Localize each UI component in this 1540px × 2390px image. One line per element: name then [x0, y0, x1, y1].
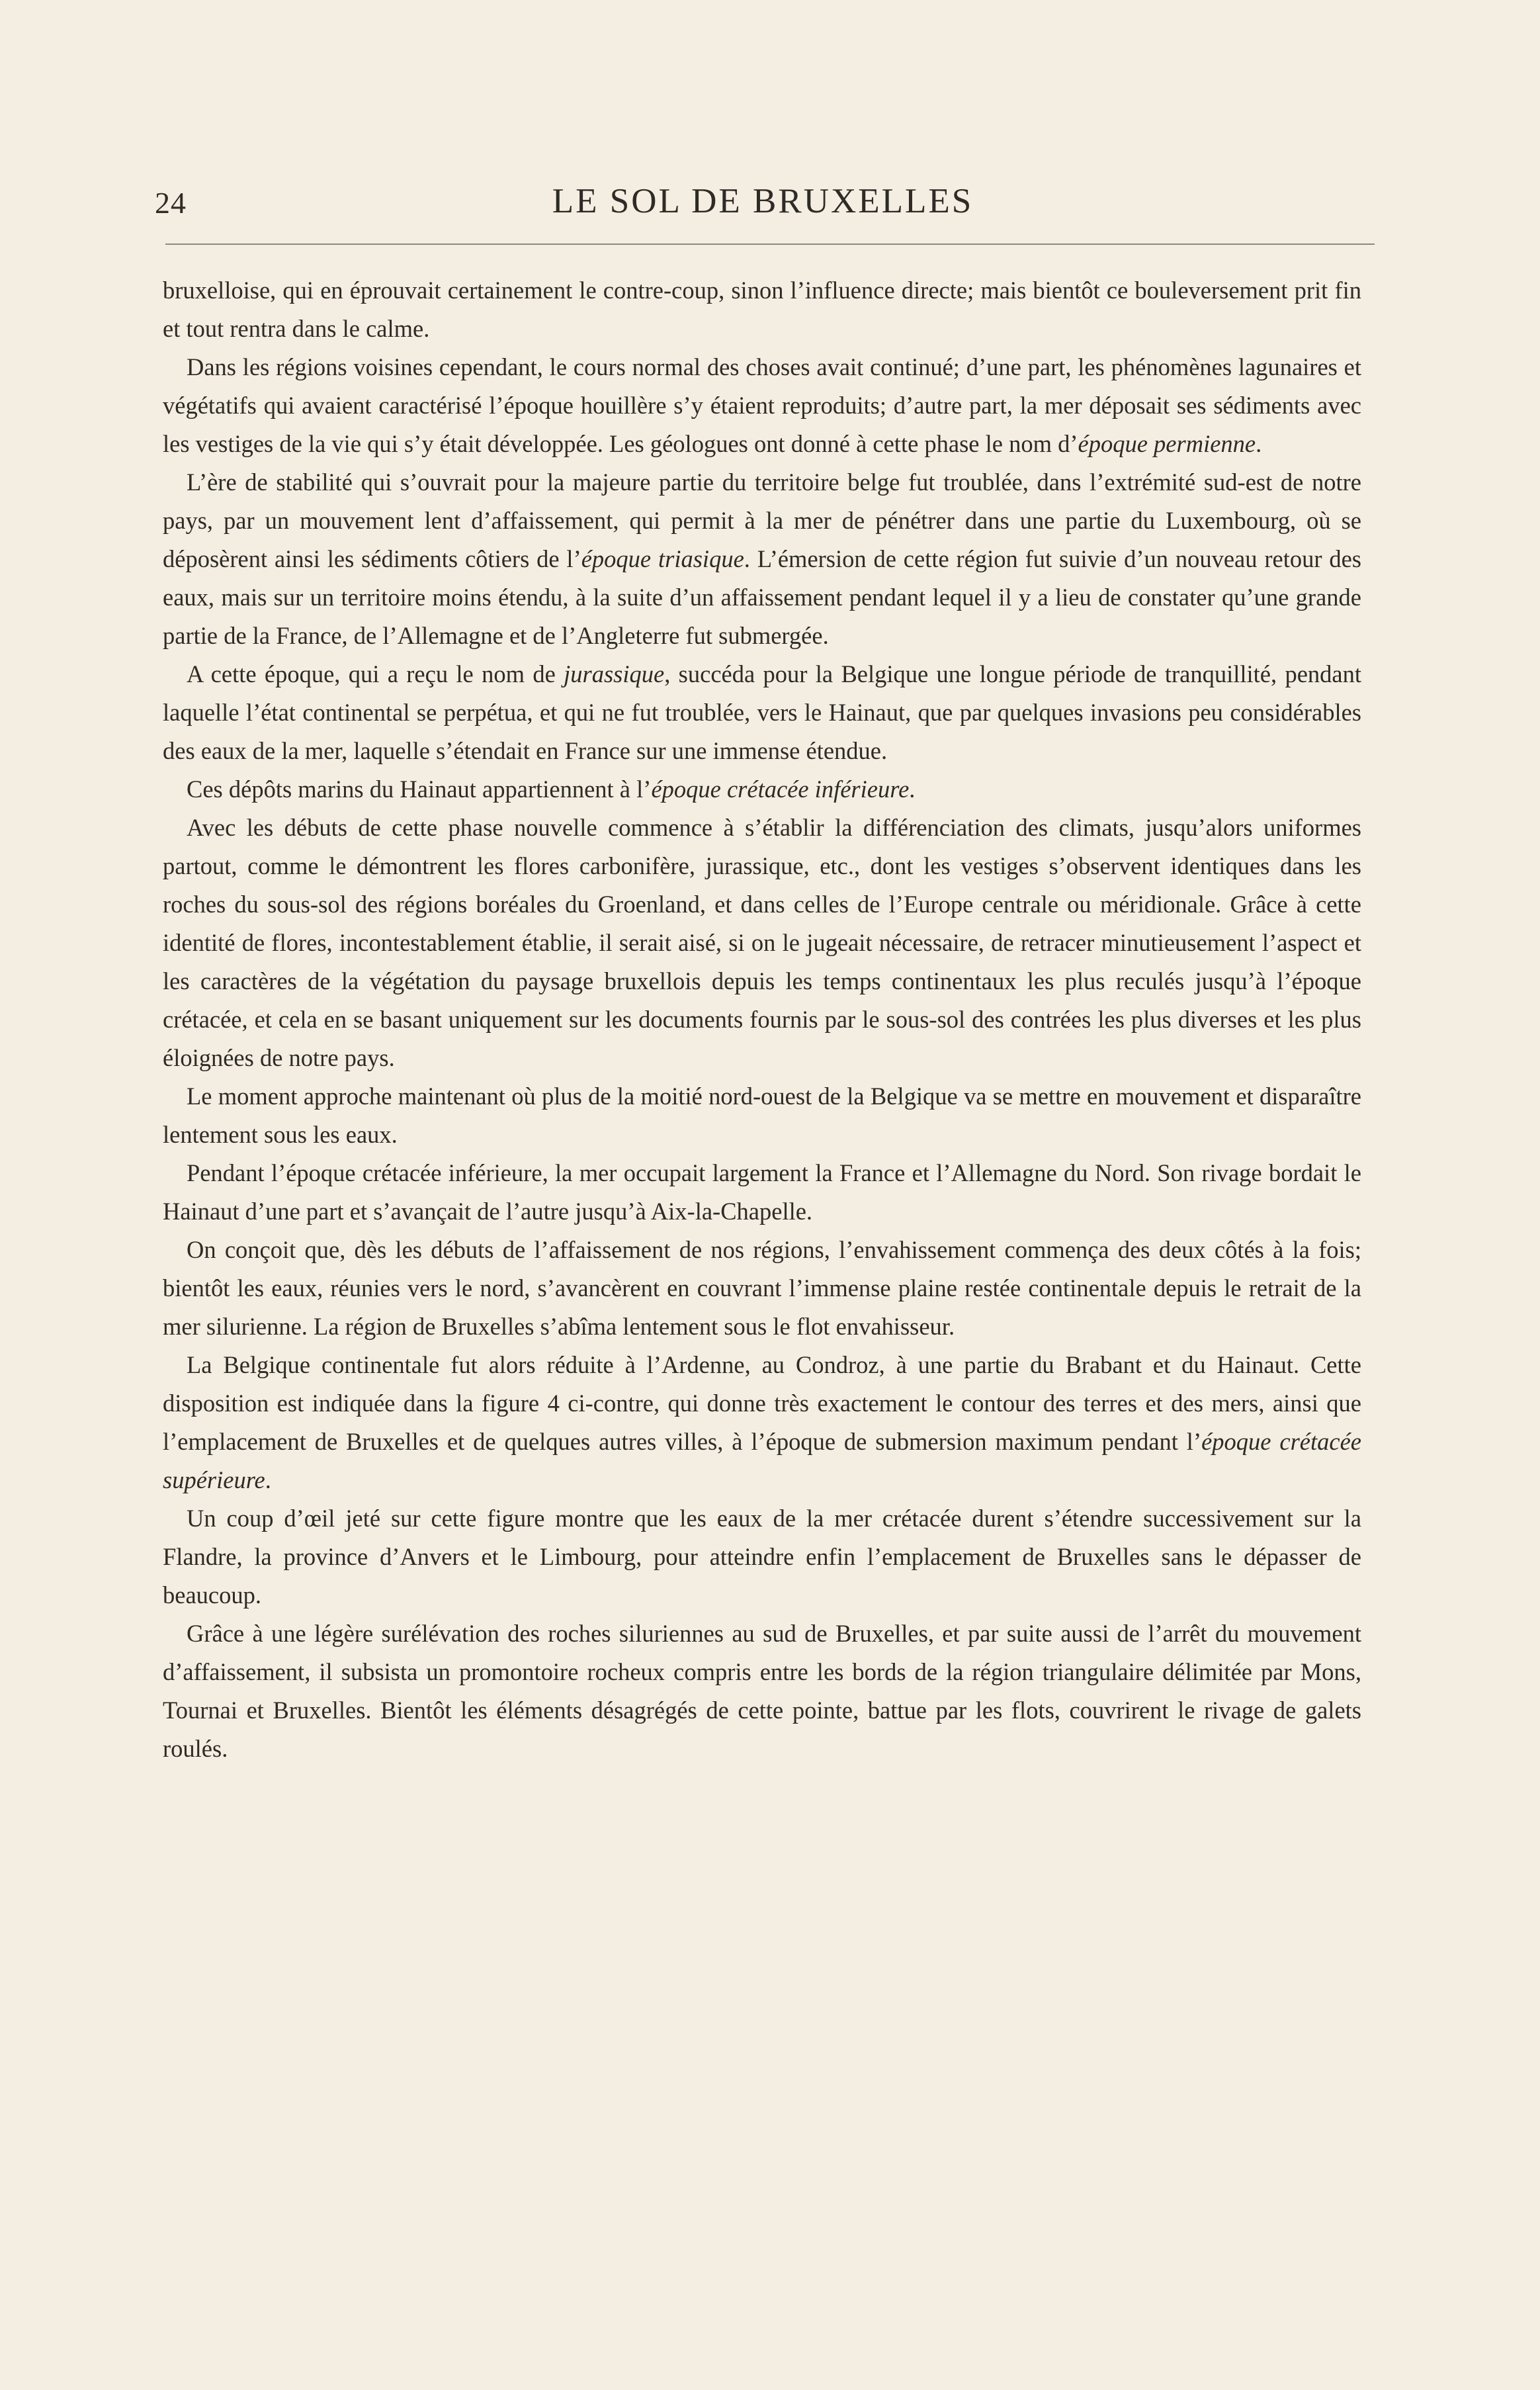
paragraph-text: Avec les débuts de cette phase nouvelle commence à s’établir la différenciation des climats, jusqu’alors uniformes partout, comme le démontrent les flores carbonifère, jurassique, etc., dont les vestiges s’observent identiques dans les roches du sous-sol des régions boréales du Groenland, et dans celles de l’Europe centrale ou méridionale. Grâce à cette identité de flores, incontestablement établie, il serait aisé, si on le jugeait nécessaire, de retracer minutieusement l’aspect et les caractères de la végétation du paysage bruxellois depuis les temps continentaux les plus reculés jusqu’à l’époque crétacée, et cela en se basant uniquement sur les documents fournis par le sous-sol des contrées les plus diverses et les plus éloignées de notre pays.: [163, 814, 1361, 1071]
italic-term: époque permienne: [1078, 430, 1256, 457]
paragraph-text: A cette époque, qui a reçu le nom de: [187, 660, 564, 687]
italic-term: jurassique: [564, 660, 665, 687]
paragraph-text: Dans les régions voisines cependant, le cours normal des choses avait continué; d’une part, les phénomènes lagunaires et végétatifs qui avaient caractérisé l’époque houillère s’y étaient reproduits; d’autre part, la mer déposait ses sédiments avec les vestiges de la vie qui s’y était développée. Les géologues ont donné à cette phase le nom d’: [163, 353, 1361, 457]
paragraph-text: Grâce à une légère surélévation des roches siluriennes au sud de Bruxelles, et par suite aussi de l’arrêt du mouvement d’affaissement, il subsista un promontoire rocheux compris entre les bords de la région triangulaire délimitée par Mons, Tournai et Bruxelles. Bientôt les éléments désagrégés de cette pointe, battue par les flots, couvrirent le rivage de galets roulés.: [163, 1620, 1361, 1762]
paragraph-5: [163, 770, 1361, 809]
paragraph-1: [163, 271, 1361, 348]
header-rule: [165, 243, 1375, 245]
italic-term: époque crétacée supérieure: [163, 1428, 1362, 1493]
paragraph-text: Un coup d’œil jeté sur cette figure montre que les eaux de la mer crétacée durent s’étendre successivement sur la Flandre, la province d’Anvers et le Limbourg, pour atteindre enfin l’emplacement de Bruxelles sans le dépasser de beaucoup.: [163, 1505, 1361, 1609]
paragraph-text: On conçoit que, dès les débuts de l’affaissement de nos régions, l’envahissement commença des deux côtés à la fois; bientôt les eaux, réunies vers le nord, s’avancèrent en couvrant l’immense plaine restée continentale depuis le retrait de la mer silurienne. La région de Bruxelles s’abîma lentement sous le flot envahisseur.: [163, 1236, 1361, 1340]
page-number: 24: [155, 186, 187, 220]
paragraph-12: [163, 1615, 1361, 1768]
paragraph-3: [163, 463, 1361, 655]
paragraph-tail: . L’émersion de cette région fut suivie d’un nouveau retour des eaux, mais sur un territoire moins étendu, à la suite d’un affaissement pendant lequel il y a lieu de constater qu’une grande partie de la France, de l’Allemagne et de l’Angleterre fut submergée.: [163, 545, 1362, 649]
paragraph-tail: .: [909, 775, 916, 803]
paragraph-4: [163, 655, 1361, 770]
body-text: [163, 271, 1361, 1768]
paragraph-7: [163, 1077, 1361, 1154]
paragraph-text: Pendant l’époque crétacée inférieure, la mer occupait largement la France et l’Allemagne du Nord. Son rivage bordait le Hainaut d’une part et s’avançait de l’autre jusqu’à Aix-la-Chapelle.: [163, 1159, 1361, 1225]
paragraph-text: La Belgique continentale fut alors réduite à l’Ardenne, au Condroz, à une partie du Brabant et du Hainaut. Cette disposition est indiquée dans la figure 4 ci-contre, qui donne très exactement le contour des terres et des mers, ainsi que l’emplacement de Bruxelles et de quelques autres villes, à l’époque de submersion maximum pendant l’: [163, 1351, 1361, 1455]
page-header: [155, 173, 1371, 233]
paragraph-9: [163, 1231, 1361, 1346]
paragraph-text: L’ère de stabilité qui s’ouvrait pour la majeure partie du territoire belge fut troublée, dans l’extrémité sud-est de notre pays, par un mouvement lent d’affaissement, qui permit à la mer de pénétrer dans une partie du Luxembourg, où se déposèrent ainsi les sédiments côtiers de l’: [163, 468, 1361, 572]
paragraph-text: bruxelloise, qui en éprouvait certainement le contre-coup, sinon l’influence directe; mais bientôt ce bouleversement prit fin et tout rentra dans le calme.: [163, 277, 1361, 342]
italic-term: époque crétacée inférieure: [651, 775, 910, 803]
paragraph-tail: .: [1256, 430, 1262, 457]
paragraph-text: Ces dépôts marins du Hainaut appartiennent à l’: [187, 775, 652, 803]
italic-term: époque triasique: [581, 545, 744, 572]
paragraph-tail: .: [265, 1466, 271, 1493]
running-title: LE SOL DE BRUXELLES: [552, 182, 974, 220]
paragraph-2: [163, 348, 1361, 463]
paragraph-11: [163, 1499, 1361, 1615]
paragraph-6: [163, 809, 1361, 1077]
paragraph-8: [163, 1154, 1361, 1231]
paragraph-10: [163, 1346, 1361, 1499]
paragraph-text: Le moment approche maintenant où plus de la moitié nord-ouest de la Belgique va se mettre en mouvement et disparaître lentement sous les eaux.: [163, 1083, 1361, 1148]
paragraph-tail: , succéda pour la Belgique une longue période de tranquillité, pendant laquelle l’état continental se perpétua, et qui ne fut troublée, vers le Hainaut, que par quelques invasions peu considérables des eaux de la mer, laquelle s’étendait en France sur une immense étendue.: [163, 660, 1361, 764]
